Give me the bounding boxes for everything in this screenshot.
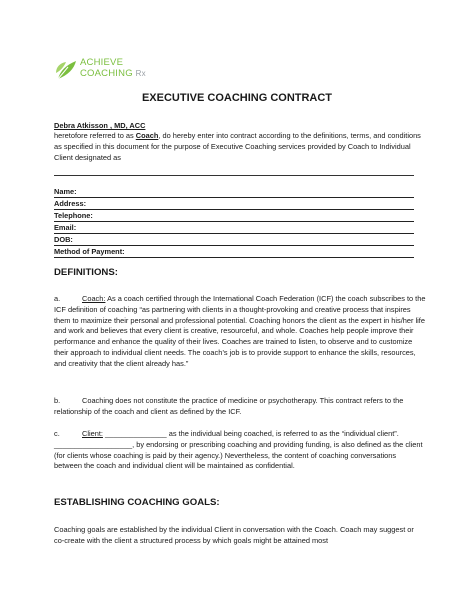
definition-b bbox=[54, 396, 426, 418]
intro-paragraph bbox=[54, 131, 426, 163]
definition-b-label: b. bbox=[54, 396, 61, 405]
logo-line2: COACHING bbox=[80, 68, 133, 79]
method-of-payment-field[interactable]: Method of Payment: bbox=[54, 247, 414, 258]
definition-c-label: c. bbox=[54, 429, 60, 438]
logo-rx: Rx bbox=[135, 69, 146, 78]
leaf-icon bbox=[54, 57, 80, 83]
definition-a-text: As a coach certified through the International Coach Federation (ICF) the coach subscribes to the ICF definition of coaching “as partnering with clients in a thought-provoking and creative process that inspires them to maximize their personal and professional potential. Coaching honors the client as the expert in his/her life and work and believes that every client is creative, resourceful, and whole. Coaches help people improve their performance and enhance the quality of their lives. Coaches are trained to listen, to observe and to customize their approach to individual client needs. The coach’s job is to provide support to enhance the skills, resources, and creativity that the client already has.” bbox=[54, 294, 426, 368]
funder-blank[interactable]: ___________________ bbox=[54, 439, 133, 449]
definition-a bbox=[54, 294, 426, 370]
achieve-coaching-logo bbox=[54, 57, 164, 87]
definition-c-text2: , by endorsing or prescribing coaching and providing funding, is also defined as the client (for clients whose coaching is paid by their agency.) Nevertheless, the content of coaching conversations between the coach and individual client will be maintained as confidential. bbox=[54, 439, 423, 471]
definitions-heading: DEFINITIONS: bbox=[54, 267, 118, 278]
definition-a-label: a. bbox=[54, 294, 61, 303]
definition-a-term: Coach: bbox=[82, 294, 106, 303]
definition-b-text: Coaching does not constitute the practice of medicine or psychotherapy. This contract refers to the relationship of the coach and client as defined by the ICF. bbox=[54, 396, 404, 416]
logo-line1: ACHIEVE bbox=[80, 57, 124, 68]
intro-before: heretofore referred to as bbox=[54, 131, 136, 140]
address-field[interactable]: Address: bbox=[54, 199, 414, 210]
client-blank[interactable]: _______________ bbox=[105, 429, 167, 438]
email-field[interactable]: Email: bbox=[54, 223, 414, 234]
name-field[interactable]: Name: bbox=[54, 187, 414, 198]
goals-heading: ESTABLISHING COACHING GOALS: bbox=[54, 497, 220, 508]
telephone-field[interactable]: Telephone: bbox=[54, 211, 414, 222]
goals-paragraph: Coaching goals are established by the individual Client in conversation with the Coach. Coach may suggest or co-create with the client a structured process by which goals might be attained most bbox=[54, 525, 414, 545]
definition-c-term: Client: bbox=[82, 429, 103, 438]
definition-c-text1: as the individual being coached, is referred to as the “individual client”. bbox=[166, 429, 399, 438]
dob-field[interactable]: DOB: bbox=[54, 235, 414, 246]
intro-after: , do hereby enter into contract according to the definitions, terms, and conditions as specified in this document for the purpose of Executive Coaching services provided by Coach to Individual Client designated as bbox=[54, 131, 421, 162]
divider-rule bbox=[54, 175, 414, 176]
intro-coach-word: Coach bbox=[135, 131, 159, 140]
coach-name: Debra Atkisson , MD, ACC bbox=[54, 121, 146, 130]
definition-c bbox=[54, 429, 426, 472]
page-title: EXECUTIVE COACHING CONTRACT bbox=[141, 92, 333, 104]
